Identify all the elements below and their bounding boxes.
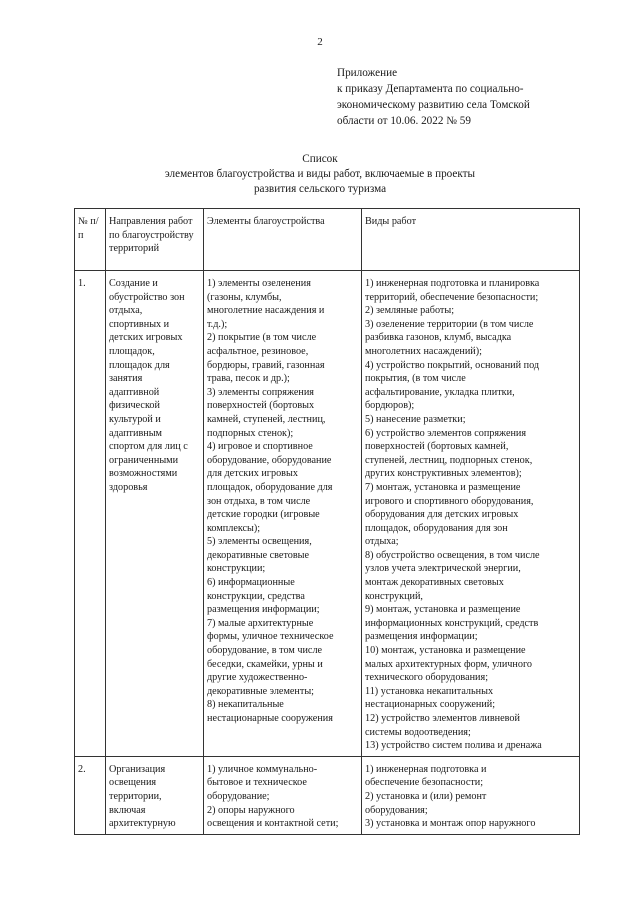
cell-works: [362, 756, 580, 834]
title-line: элементов благоустройства и виды работ, включаемые в проекты: [164, 168, 476, 180]
direction-line: адаптивным: [109, 427, 163, 439]
works-line: многолетних насаждений);: [365, 345, 482, 357]
elements-line: освещения и контактной сети;: [207, 818, 339, 830]
works-line: бордюров);: [365, 400, 415, 412]
cell-direction: [106, 756, 204, 834]
direction-line: обустройство зон: [109, 291, 185, 303]
direction-line: культурой и: [109, 413, 161, 425]
works-line: 8) обустройство освещения, в том числе: [365, 549, 540, 561]
elements-line: нестационарные сооружения: [207, 713, 333, 724]
header-number: № п/п: [75, 209, 106, 271]
table-row: [75, 756, 580, 834]
cell-elements: [204, 756, 362, 834]
elements-line: т.д.);: [207, 318, 228, 330]
elements-line: комплексы);: [207, 522, 261, 534]
works-line: монтаж декоративных световых: [365, 577, 504, 589]
elements-line: 2) опоры наружного: [207, 804, 295, 816]
works-line: 5) нанесение разметки;: [365, 413, 466, 425]
works-line: территорий, обеспечение безопасности;: [365, 291, 539, 303]
works-line: оборудования;: [365, 804, 428, 816]
works-line: технического оборудования;: [365, 672, 489, 684]
works-line: 12) устройство элементов ливневой: [365, 713, 520, 724]
elements-line: 1) элементы озеленения: [207, 278, 311, 289]
appendix-line: к приказу Департамента по социально-: [337, 83, 524, 95]
works-line: 1) инженерная подготовка и: [365, 763, 487, 775]
works-line: 10) монтаж, установка и размещение: [365, 645, 526, 657]
direction-line: территории,: [109, 790, 162, 802]
works-line: малых архитектурных форм, уличного: [365, 658, 532, 670]
direction-line: освещения: [109, 777, 157, 789]
elements-line: декоративные световые: [207, 549, 310, 561]
elements-line: бордюры, гравий, газонная: [207, 359, 325, 371]
elements-line: для детских игровых: [207, 468, 298, 480]
direction-line: отдыха,: [109, 305, 143, 317]
works-line: системы водоотведения;: [365, 726, 471, 738]
header-elements: Элементы благоустройства: [204, 209, 362, 271]
table-header-row: [75, 209, 580, 271]
elements-line: оборудование, оборудование: [207, 454, 332, 466]
works-line: 7) монтаж, установка и размещение: [365, 481, 521, 493]
elements-line: площадок, оборудование для: [207, 481, 333, 493]
elements-line: конструкции, средства: [207, 590, 305, 602]
works-line: нестационарных сооружений;: [365, 699, 496, 711]
elements-line: многолетние насаждения и: [207, 305, 325, 317]
elements-line: декоративные элементы;: [207, 685, 315, 697]
elements-line: детские городки (игровые: [207, 509, 320, 521]
works-line: оборудования для детских игровых: [365, 509, 519, 521]
direction-line: Создание и: [109, 278, 158, 289]
works-line: игрового и спортивного оборудования,: [365, 495, 534, 507]
works-line: 2) земляные работы;: [365, 305, 455, 317]
direction-line: спортивных и: [109, 318, 170, 330]
works-line: ступеней, лестниц, подпорных стенок,: [365, 454, 533, 466]
direction-line: занятия: [109, 373, 143, 385]
works-line: конструкций,: [365, 590, 423, 602]
appendix-line: экономическому развитию села Томской: [337, 99, 530, 111]
works-line: площадок, оборудования для зон: [365, 522, 508, 534]
works-line: 3) установка и монтаж опор наружного: [365, 818, 536, 830]
elements-line: зон отдыха, в том числе: [207, 495, 311, 507]
direction-line: Организация: [109, 763, 166, 775]
direction-line: спортом для лиц с: [109, 441, 188, 453]
cell-elements: [204, 271, 362, 757]
appendix-header: [337, 65, 607, 129]
works-line: 9) монтаж, установка и размещение: [365, 604, 521, 616]
works-line: 11) установка некапитальных: [365, 685, 494, 697]
works-line: 13) устройство систем полива и дренажа: [365, 740, 542, 752]
works-line: узлов учета электрической энергии,: [365, 563, 521, 575]
elements-line: бытовое и техническое: [207, 777, 307, 789]
works-table: [74, 208, 580, 835]
elements-line: оборудование;: [207, 790, 270, 802]
elements-line: 1) уличное коммунально-: [207, 763, 318, 775]
works-line: разбивка газонов, клумб, высадка: [365, 332, 512, 344]
elements-line: 5) элементы освещения,: [207, 536, 312, 548]
works-line: обеспечение безопасности;: [365, 777, 484, 789]
header-direction: Направления работ по благоустройству территорий: [106, 209, 204, 271]
cell-works: [362, 271, 580, 757]
elements-line: 2) покрытие (в том числе: [207, 332, 317, 344]
works-line: других конструктивных элементов);: [365, 468, 522, 480]
elements-line: 4) игровое и спортивное: [207, 441, 313, 453]
works-line: поверхностей (бортовых камней,: [365, 441, 509, 453]
direction-line: адаптивной: [109, 386, 160, 398]
elements-line: 6) информационные: [207, 577, 295, 589]
direction-line: ограниченными: [109, 454, 179, 466]
works-line: 6) устройство элементов сопряжения: [365, 427, 527, 439]
elements-line: другие художественно-: [207, 672, 308, 684]
works-line: 3) озеленение территории (в том числе: [365, 318, 534, 330]
elements-line: беседки, скамейки, урны и: [207, 658, 323, 670]
works-line: асфальтирование, укладка плитки,: [365, 386, 515, 398]
page-number: 2: [317, 36, 323, 48]
elements-line: размещения информации;: [207, 604, 320, 616]
works-line: отдыха;: [365, 536, 399, 548]
row-number: 2.: [75, 756, 106, 834]
row-number: 1.: [75, 271, 106, 757]
elements-line: оборудование, в том числе: [207, 645, 323, 657]
elements-line: (газоны, клумбы,: [207, 291, 282, 303]
direction-line: здоровья: [109, 481, 148, 493]
works-line: информационных конструкций, средств: [365, 617, 539, 629]
works-line: 1) инженерная подготовка и планировка: [365, 278, 540, 289]
direction-line: физической: [109, 400, 160, 412]
title-line: Список: [302, 153, 338, 165]
table-row: [75, 271, 580, 757]
header-works: Виды работ: [362, 209, 580, 271]
direction-line: площадок,: [109, 345, 155, 357]
elements-line: 3) элементы сопряжения: [207, 386, 314, 398]
elements-line: трава, песок и др.);: [207, 373, 290, 385]
works-line: 2) установка и (или) ремонт: [365, 790, 487, 802]
works-line: 4) устройство покрытий, оснований под: [365, 359, 540, 371]
direction-line: возможностями: [109, 468, 178, 480]
appendix-line: Приложение: [337, 67, 398, 79]
elements-line: поверхностей (бортовых: [207, 400, 315, 412]
works-line: размещения информации;: [365, 631, 478, 643]
elements-line: 8) некапитальные: [207, 699, 284, 711]
title-line: развития сельского туризма: [253, 183, 387, 195]
elements-line: подпорных стенок);: [207, 427, 294, 439]
elements-line: асфальтное, резиновое,: [207, 345, 309, 357]
elements-line: формы, уличное техническое: [207, 631, 334, 643]
document-title: [0, 152, 640, 197]
direction-line: включая: [109, 804, 146, 816]
elements-line: камней, ступеней, лестниц,: [207, 413, 326, 425]
direction-line: детских игровых: [109, 332, 183, 344]
works-line: покрытия, (в том числе: [365, 373, 466, 385]
appendix-line: области от 10.06. 2022 № 59: [337, 115, 471, 127]
direction-line: архитектурную: [109, 818, 176, 830]
direction-line: площадок для: [109, 359, 170, 371]
elements-line: конструкции;: [207, 563, 266, 575]
elements-line: 7) малые архитектурные: [207, 617, 314, 629]
cell-direction: [106, 271, 204, 757]
